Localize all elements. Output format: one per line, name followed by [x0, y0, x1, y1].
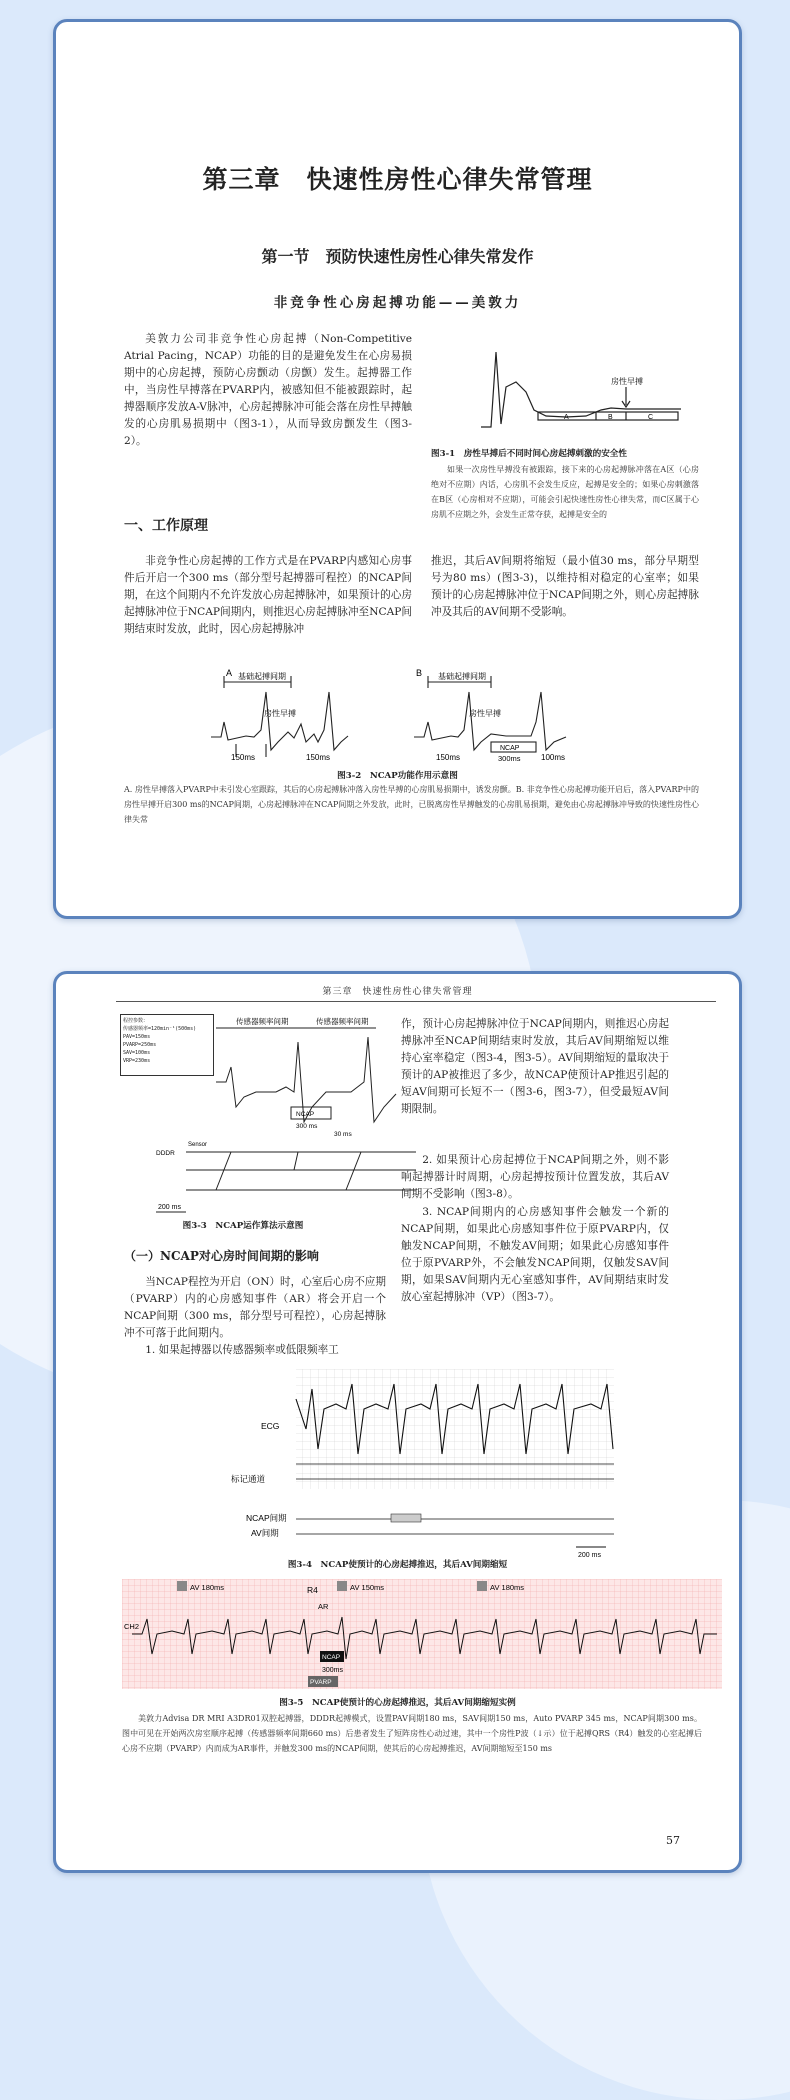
- markers-label: 标记通道: [231, 1474, 266, 1484]
- figure-3-3: [116, 1012, 436, 1217]
- heading-ncap-effect: （一）NCAP对心房时间间期的影响: [124, 1249, 319, 1263]
- param-line: SAV=100ms: [123, 1050, 151, 1056]
- scale-label: 200 ms: [158, 1204, 181, 1211]
- figure-3-3-caption: 图3-3 NCAP运作算法示意图: [182, 1221, 304, 1231]
- param-line: PVARP=250ms: [123, 1042, 157, 1048]
- ncap-label: NCAP: [322, 1654, 341, 1661]
- ncap-interval-label: NCAP间期: [246, 1513, 287, 1523]
- ms150-b: 150ms: [306, 753, 331, 762]
- ms100-label: 100ms: [541, 753, 566, 762]
- figure-3-4-caption: 图3-4 NCAP使预计的心房起搏推迟，其后AV间期缩短: [287, 1560, 508, 1570]
- ncap-label: NCAP: [500, 745, 520, 752]
- ecg-trace-b: [414, 692, 566, 750]
- left-paragraph-2: 1. 如果起搏器以传感器频率或低限频率工: [145, 1344, 339, 1356]
- figure-3-1-caption: 图3-1 房性早搏后不同时间心房起搏刺激的安全性: [431, 449, 627, 459]
- ecg-label: ECG: [261, 1421, 280, 1431]
- param-line: 传感器频率=120min⁻¹(500ms): [123, 1026, 197, 1032]
- zone-a: A: [564, 414, 569, 421]
- body-paragraph-left: 非竞争性心房起搏的工作方式是在PVARP内感知心房事件后开启一个300 ms（部分型号起搏器可程控）的NCAP间期，在这个间期内不允许发放心房起搏脉冲，如果预计的心房起搏脉冲位于NCAP间期内，则推迟心房起搏脉冲至NCAP间期结束时发放，此时，因心房起搏脉冲: [124, 555, 412, 635]
- basic-interval-b: 基础起搏间期: [438, 672, 486, 681]
- zone-b: B: [608, 414, 613, 421]
- figure-3-5-caption: 图3-5 NCAP使预计的心房起搏推迟，其后AV间期缩短实例: [279, 1698, 516, 1708]
- av-marker: [177, 1581, 187, 1591]
- av150: AV 150ms: [350, 1583, 385, 1592]
- ar-label: AR: [318, 1602, 329, 1611]
- panel-b-label: B: [416, 668, 423, 678]
- dddr-label: DDDR: [156, 1150, 175, 1157]
- ms300-label: 300ms: [498, 754, 521, 762]
- ch2-label: CH2: [124, 1622, 140, 1631]
- scale-label: 200 ms: [578, 1552, 601, 1559]
- figure-3-2-description: A. 房性早搏落入PVARP中未引发心室跟踪，其后的心房起搏脉冲落入房性早搏的心房肌易损期中，诱发房颤。B. 非竞争性心房起搏功能开启后，落入PVARP中的房性早搏开启300 ms的NCAP间期，心房起搏脉冲在NCAP间期之外发放，此时，已脱离房性早搏触发的心房肌易损期，避免由心房起搏脉冲导致的快速性房性心律失常: [124, 785, 699, 824]
- section-title: 第一节 预防快速性房性心律失常发作: [261, 247, 534, 266]
- ms150-c: 150ms: [436, 753, 461, 762]
- book-page-2: [53, 971, 742, 1873]
- pac-label-b: 房性早搏: [469, 709, 501, 718]
- param-line: VRP=230ms: [123, 1058, 151, 1064]
- av-marker: [337, 1581, 347, 1591]
- left-paragraph-1: 当NCAP程控为开启（ON）时，心室后心房不应期（PVARP）内的心房感知事件（AR）将会开启一个NCAP间期（300 ms，部分型号可程控），心房起搏脉冲不可落于此间期内。: [124, 1276, 386, 1339]
- body-paragraph-right: 推迟，其后AV间期将缩短（最小值30 ms，部分早期型号为80 ms）(图3-3)，以维持相对稳定的心室率；如果预计的心房起搏脉冲位于NCAP间期之外，则心房起搏脉冲及其后的AV间期不受影响。: [431, 555, 699, 618]
- ms300-label: 300ms: [322, 1667, 344, 1674]
- chapter-title: 第三章 快速性房性心律失常管理: [202, 165, 593, 194]
- figure-3-2: [206, 662, 626, 762]
- av180-a: AV 180ms: [190, 1583, 225, 1592]
- ecg-trace: [216, 1037, 396, 1122]
- r4-label: R4: [307, 1585, 318, 1595]
- figure-3-5-description: 美敦力Advisa DR MRI A3DR01双腔起搏器，DDDR起搏模式，设置PAV间期180 ms，SAV间期150 ms，Auto PVARP 345 ms，NCAP间期300 ms。图中可见在开始两次房室顺序起搏（传感器频率间期660 ms）后患者发生了短阵房性心动过速，其中一个房性P波（↓示）位于起搏QRS（R4）触发的心室起搏后心房不应期（PVARP）内而成为AR事件，并触发300 ms的NCAP间期，使其后的心房起搏推迟，AV间期缩短至150 ms: [122, 1714, 702, 1753]
- av180-b: AV 180ms: [490, 1583, 525, 1592]
- ms150-a: 150ms: [231, 753, 256, 762]
- pac-label-a: 房性早搏: [264, 709, 296, 718]
- av-marker: [477, 1581, 487, 1591]
- panel-a-label: A: [226, 668, 233, 678]
- header-rule: [116, 1001, 716, 1002]
- av-interval-label: AV间期: [251, 1528, 279, 1538]
- right-paragraph-2: 2. 如果预计心房起搏位于NCAP间期之外，则不影响起搏器计时周期，心房起搏按预计位置发放，其后AV间期不受影响（图3-8）。: [401, 1154, 669, 1200]
- ncap-marker: [391, 1514, 421, 1522]
- right-paragraph-1: 作，预计心房起搏脉冲位于NCAP间期内，则推迟心房起搏脉冲至NCAP间期结束时发放，其后AV间期缩短以维持心室率稳定（图3-4，图3-5）。AV间期缩短的量取决于预计的AP被推迟了多少，故NCAP使预计AP推迟引起的短AV间期可长短不一（图3-6，图3-7），但受最短AV间期限制。: [401, 1018, 669, 1115]
- figure-3-5: [122, 1579, 722, 1689]
- ms30-label: 30 ms: [334, 1131, 352, 1138]
- pac-label: 房性早搏: [611, 377, 643, 386]
- sensor-label: Sensor: [188, 1142, 208, 1148]
- figure-3-1-description: 如果一次房性早搏没有被跟踪，接下来的心房起搏脉冲落在A区（心房绝对不应期）内话，心房肌不会发生反应，起搏是安全的；如果心房刺激落在B区（心房相对不应期），可能会引起快速性房性心律失常，而C区属于心房肌不应期之外，会发生正常夺获，起搏是安全的: [431, 465, 699, 519]
- figure-3-1: [426, 332, 696, 442]
- pvarp-label: PVARP: [310, 1679, 332, 1686]
- sensor-interval-2: 传感器频率间期: [316, 1017, 369, 1026]
- heading-working-principle: 一、工作原理: [124, 518, 208, 534]
- params-title: 程控参数：: [123, 1018, 149, 1024]
- intro-paragraph: 美敦力公司非竞争性心房起搏（Non-Competitive Atrial Pacing，NCAP）功能的目的是避免发生在心房易损期中的心房起搏，预防心房颤动（房颤）发生。起搏器工作中，当房性早搏落在PVARP内，被感知但不能被跟踪时，起搏器顺序发放A-V脉冲，心房起搏脉冲可能会落在房性早搏触发的心房肌易损期中（图3-1），从而导致房颤发生（图3-2）。: [124, 333, 412, 447]
- ecg-trace-a: [211, 692, 348, 750]
- zone-c: C: [648, 414, 654, 421]
- subsection-title: 非竞争性心房起搏功能——美敦力: [273, 295, 522, 311]
- ms300-label: 300 ms: [296, 1123, 318, 1130]
- figure-3-2-caption: 图3-2 NCAP功能作用示意图: [337, 771, 458, 781]
- book-page-1: [53, 19, 742, 919]
- ncap-label: NCAP: [296, 1111, 315, 1118]
- page-number: 57: [666, 1834, 680, 1847]
- sensor-interval-1: 传感器频率间期: [236, 1017, 289, 1026]
- param-line: PAV=150ms: [123, 1034, 151, 1040]
- basic-interval-a: 基础起搏间期: [238, 672, 286, 681]
- figure-3-4: [206, 1369, 636, 1559]
- right-paragraph-3: 3. NCAP间期内的心房感知事件会触发一个新的NCAP间期，如果此心房感知事件位于原PVARP内，仅触发NCAP间期，不触发AV间期；如果此心房感知事件位于原PVARP外，不会触发NCAP间期，仅触发SAV间期，如果SAV间期内无心室感知事件，AV间期结束时发放心室起搏脉冲（VP）（图3-7）。: [401, 1206, 669, 1303]
- running-header: 第三章 快速性房性心律失常管理: [322, 987, 473, 997]
